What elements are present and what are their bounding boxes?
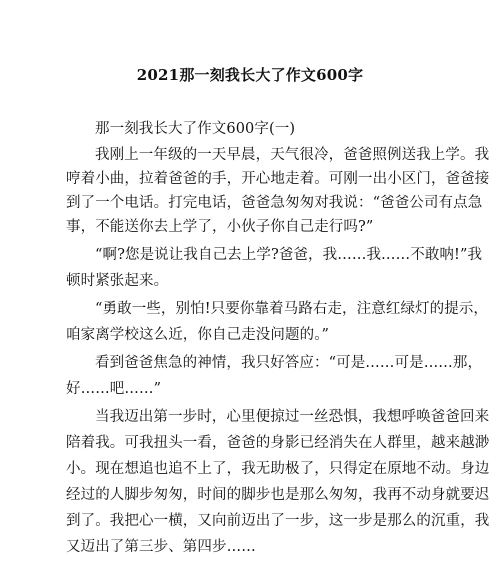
paragraph-line: 又迈出了第三步、第四步…… bbox=[66, 539, 256, 555]
paragraph-line: 看到爸爸焦急的神情，我只好答应：“可是……可是……那， bbox=[95, 355, 483, 371]
paragraph-line: “勇敢一些，别怕!只要你靠着马路右走，注意红绿灯的提示， bbox=[95, 301, 489, 317]
paragraph-line: 陪着我。可我扭头一看，爸爸的身影已经消失在人群里，越来越渺 bbox=[66, 435, 490, 451]
paragraph-line: 小。现在想追也追不上了，我无助极了，只得定在原地不动。身边 bbox=[66, 461, 490, 477]
paragraph-line: 我刚上一年级的一天早晨，天气很冷，爸爸照例送我上学。我 bbox=[95, 147, 490, 163]
paragraph-line: 到了一个电话。打完电话，爸爸急匆匆对我说：“爸爸公司有点急 bbox=[66, 195, 483, 211]
section-subtitle: 那一刻我长大了作文600字(一) bbox=[95, 121, 296, 137]
paragraph-line: 经过的人脚步匆匆，时间的脚步也是那么匆匆，我再不动身就要迟 bbox=[66, 487, 490, 503]
document-title: 2021那一刻我长大了作文600字 bbox=[136, 66, 364, 84]
paragraph-line: 顿时紧张起来。 bbox=[66, 273, 169, 289]
paragraph-line: 好……吧……” bbox=[66, 381, 162, 397]
paragraph-line: 哼着小曲，拉着爸爸的手，开心地走着。可刚一出小区门，爸爸接 bbox=[66, 171, 490, 187]
paragraph-line: “啊?您是说让我自己去上学?爸爸，我……我……不敢呐!”我 bbox=[95, 247, 483, 263]
paragraph-line: 到了。我把心一横，又向前迈出了一步，这一步是那么的沉重，我 bbox=[66, 513, 490, 529]
paragraph-line: 事，不能送你去上学了，小伙子你自己走行吗?” bbox=[66, 219, 374, 235]
paragraph-line: 咱家离学校这么近，你自己走没问题的。” bbox=[66, 327, 330, 343]
paragraph-line: 当我迈出第一步时，心里便掠过一丝恐惧，我想呼唤爸爸回来 bbox=[95, 409, 490, 425]
